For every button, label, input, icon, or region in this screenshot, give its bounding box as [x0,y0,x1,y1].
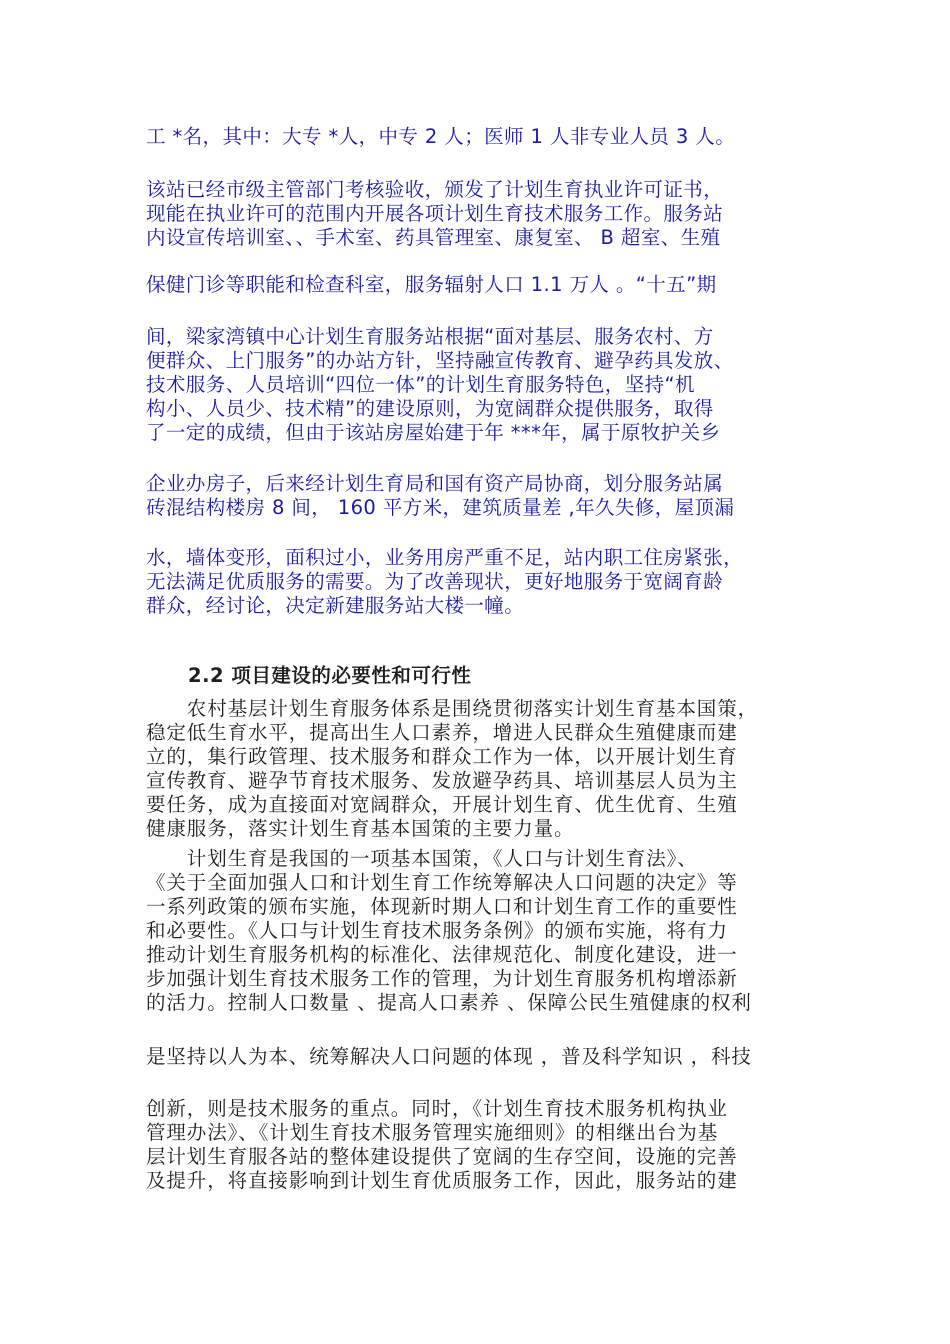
text-line: 健康服务，落实计划生育基本国策的主要力量。 [146,817,575,840]
text-line: 稳定低生育水平，提高出生人口素养，增进人民群众生殖健康而建 [146,721,738,744]
text-line: 内设宣传培训室、、手术室、药具管理室、康复室、 B 超室、生殖 [146,226,721,249]
text-line: 构小、人员少、技术精”的建设原则，为宽阔群众提供服务，取得 [146,397,714,420]
text-line: 要任务，成为直接面对宽阔群众，开展计划生育、优生优育、生殖 [146,793,738,816]
text-line: 企业办房子，后来经计划生育局和国有资产局协商，划分服务站属 [146,472,724,495]
text-line: 《关于全面加强人口和计划生育工作统筹解决人口问题的决定》等 [146,871,738,894]
text-line: 管理办法》、《计划生育技术服务管理实施细则》的相继出台为基 [146,1121,719,1144]
text-line: 群众，经讨论，决定新建服务站大楼一幢。 [146,594,525,617]
text-line: 保健门诊等职能和检查科室，服务辐射人口 1.1 万人 。“十五”期 [146,273,717,296]
text-line: 砖混结构楼房 8 间， 160 平方米，建筑质量差 ,年久失修，屋顶漏 [146,496,735,519]
text-line: 该站已经市级主管部门考核验收，颁发了计划生育执业许可证书， [146,178,724,201]
text-line: 现能在执业许可的范围内开展各项计划生育技术服务工作。服务站 [146,202,724,225]
text-line: 一系列政策的颁布实施，体现新时期人口和计划生育工作的重要性 [146,895,738,918]
text-line: 是坚持以人为本、统筹解决人口问题的体现 ，普及科学知识 ，科技 [146,1045,752,1068]
text-line: 推动计划生育服务机构的标准化、法律规范化、制度化建设，进一 [146,943,738,966]
text-line: 工 *名，其中：大专 *人，中专 2 人；医师 1 人非专业人员 3 人。 [146,125,736,148]
text-line: 便群众、上门服务”的办站方针，坚持融宣传教育、避孕药具发放、 [146,349,734,372]
text-line: 技术服务、人员培训“四位一体”的计划生育服务特色，坚持“机 [146,373,695,396]
text-line: 计划生育是我国的一项基本国策，《人口与计划生育法》、 [146,847,698,870]
text-line: 了一定的成绩，但由于该站房屋始建于年 ***年，属于原牧护关乡 [146,421,721,444]
text-line: 及提升，将直接影响到计划生育优质服务工作，因此，服务站的建 [146,1169,738,1192]
section-heading: 2.2 项目建设的必要性和可行性 [188,664,472,687]
text-line: 立的，集行政管理、技术服务和群众工作为一体，以开展计划生育 [146,745,738,768]
text-line: 间，梁家湾镇中心计划生育服务站根据“面对基层、服务农村、方 [146,325,714,348]
text-line: 步加强计划生育技术服务工作的管理，为计划生育服务机构增添新 [146,967,738,990]
text-line: 创新，则是技术服务的重点。同时，《计划生育技术服务机构执业 [146,1097,728,1120]
text-line: 宣传教育、避孕节育技术服务、发放避孕药具、培训基层人员为主 [146,769,738,792]
text-line: 层计划生育服各站的整体建设提供了宽阔的生存空间，设施的完善 [146,1145,738,1168]
text-line: 和必要性。《人口与计划生育技术服务条例》的颁布实施，将有力 [146,919,728,942]
text-line: 水，墙体变形，面积过小，业务用房严重不足，站内职工住房紧张， [146,546,744,569]
text-line: 的活力。控制人口数量 、提高人口素养 、保障公民生殖健康的权利 [146,991,752,1014]
text-line: 无法满足优质服务的需要。为了改善现状，更好地服务于宽阔育龄 [146,570,724,593]
text-line: 农村基层计划生育服务体系是围绕贯彻落实计划生育基本国策， [146,697,759,720]
